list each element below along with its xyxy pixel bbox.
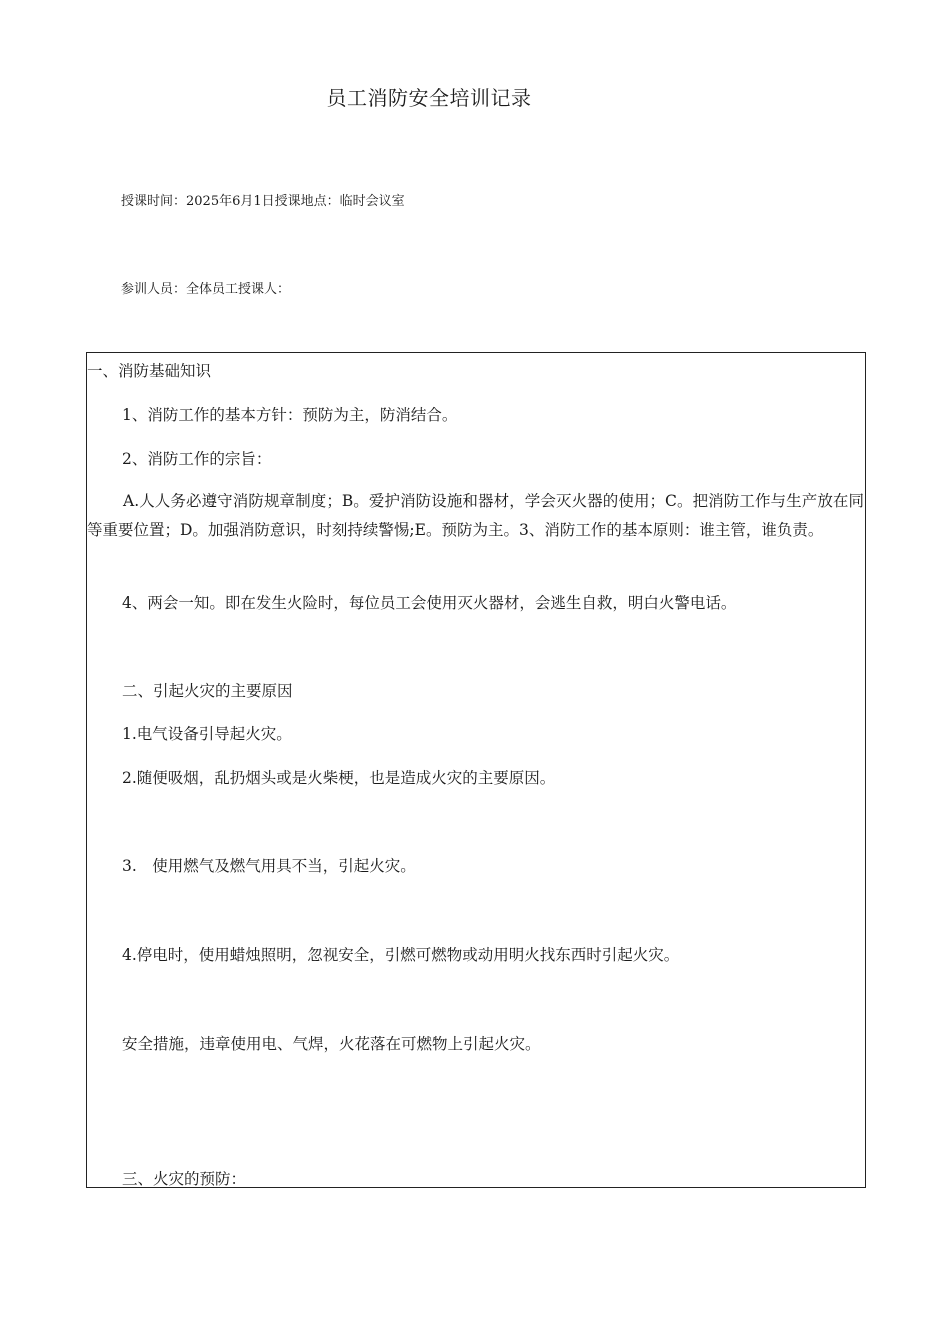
training-participants: 参训人员：全体员工授课人：	[121, 282, 291, 297]
section-2-item-3: 3. 使用燃气及燃气用具不当，引起火灾。	[122, 857, 416, 875]
section-2-item-4: 4.停电时，使用蜡烛照明，忽视安全，引燃可燃物或动用明火找东西时引起火灾。	[122, 946, 680, 964]
section-3-heading: 三、火灾的预防：	[122, 1170, 247, 1188]
section-2-item-5: 安全措施，违章使用电、气焊，火花落在可燃物上引起火灾。	[122, 1035, 541, 1053]
section-2-item-1: 1.电气设备引导起火灾。	[122, 725, 292, 743]
section-2-heading: 二、引起火灾的主要原因	[122, 682, 293, 700]
section-2-item-2: 2.随便吸烟，乱扔烟头或是火柴梗，也是造成火灾的主要原因。	[122, 769, 556, 787]
training-content-box	[86, 352, 866, 1188]
page-title: 员工消防安全培训记录	[326, 86, 532, 110]
training-time-location: 授课时间：2025年6月1日授课地点：临时会议室	[121, 194, 405, 209]
section-1-item-4: 4、两会一知。即在发生火险时，每位员工会使用灭火器材，会逃生自救，明白火警电话。	[122, 594, 737, 612]
section-1-paragraph: A.人人务必遵守消防规章制度；B。爱护消防设施和器材，学会灭火器的使用；C。把消防工作与生产放在同等重要位置；D。加强消防意识，时刻持续警惕;E。预防为主。3、消防工作的基本原则：谁主管，谁负责。	[87, 492, 864, 539]
section-1-heading: 一、消防基础知识	[87, 362, 212, 380]
section-1-item-1: 1、消防工作的基本方针：预防为主，防消结合。	[122, 406, 458, 424]
section-1-item-2: 2、消防工作的宗旨：	[122, 450, 272, 468]
